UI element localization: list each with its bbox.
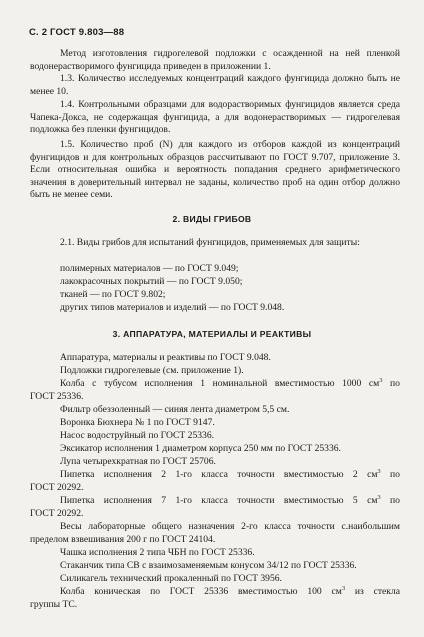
item-beaker: Стаканчик типа СВ с взаимозаменяемым конусом 34/12 по ГОСТ 25336. [60, 560, 357, 571]
item-buchner-funnel: Воронка Бюхнера № 1 по ГОСТ 9147. [60, 417, 215, 428]
list-item-other: других типов материалов и изделий — по ГОСТ 9.048. [60, 302, 285, 313]
paragraph-2-1: 2.1. Виды грибов для испытаний фунгицидов, применяемых для защиты: [60, 237, 360, 248]
item-apparatus: Аппаратура, материалы и реактивы по ГОСТ 9.048. [60, 352, 271, 363]
item-flask-tubus-cont: ГОСТ 25336. [30, 391, 84, 402]
item-filter: Фильтр обеззоленный — синяя лента диаметром 5,5 см. [60, 404, 290, 415]
section-2-heading: 2. ВИДЫ ГРИБОВ [172, 214, 252, 224]
page-header: С. 2 ГОСТ 9.803—88 [29, 27, 125, 38]
list-item-fabrics: тканей — по ГОСТ 9.802; [60, 289, 166, 300]
item-pipette-2: Пипетка исполнения 2 1-го класса точности вместимостью 2 $см^3$ по [60, 468, 400, 480]
item-dish: Чашка исполнения 2 типа ЧБН по ГОСТ 25336. [60, 547, 255, 558]
section-3-heading: 3. АППАРАТУРА, МАТЕРИАЛЫ И РЕАКТИВЫ [112, 329, 312, 339]
paragraph-1-4: 1.4. Контрольными образцами для водорастворимых фунгицидов является среда Чапека-Докса, не содержащая фунгицида, а для водонерастворимых — гидрогелевая подложка без пленки фунгицидов. [30, 99, 400, 136]
item-flask-tubus: Колба с тубусом исполнения 1 номинальной вместимостью 1000 $см^3$ по [60, 377, 400, 389]
item-pump: Насос водоструйный по ГОСТ 25336. [60, 430, 215, 441]
item-magnifier: Лупа четырехкратная по ГОСТ 25706. [60, 456, 216, 467]
item-silica-gel: Силикагель технический прокаленный по ГОСТ 3956. [60, 573, 282, 584]
paragraph-1-5: 1.5. Количество проб (N) для каждого из отборов каждой из концентраций фунгицидов и для контрольных образцов рассчитывают по ГОСТ 9.707, приложение 3. Если относительная ошибка и вероятность попадания среднего арифметического значения в доверительный интервал не заданы, количество проб на один отбор должно быть не менее семи. [30, 139, 400, 201]
list-item-polymers: полимерных материалов — по ГОСТ 9.049; [60, 263, 239, 274]
item-pipette-7: Пипетка исполнения 7 1-го класса точности вместимостью 5 $см^3$ по [60, 494, 400, 506]
item-scales: Весы лабораторные общего назначения 2-го класса точности с.наибольшим пределом взвешивания 200 г по ГОСТ 24104. [30, 521, 400, 545]
paragraph-1-3: 1.3. Количество исследуемых концентраций каждого фунгицида должно быть не менее 10. [30, 73, 400, 97]
list-item-coatings: лакокрасочных покрытий — по ГОСТ 9.050; [60, 276, 243, 287]
item-pipette-2-cont: ГОСТ 20292. [30, 482, 84, 493]
item-substrates: Подложки гидрогелевые (см. приложение 1). [60, 365, 244, 376]
item-conical-flask-cont: группы ТС. [30, 599, 78, 610]
paragraph-intro-method: Метод изготовления гидрогелевой подложки с осажденной на ней пленкой водонерастворимого фунгицида приведен в приложении 1. [30, 48, 400, 72]
item-conical-flask: Колба коническая по ГОСТ 25336 вместимостью 100 $см^3$ из стекла [60, 585, 400, 597]
item-desiccator: Эксикатор исполнения 1 диаметром корпуса 250 мм по ГОСТ 25336. [60, 443, 341, 454]
item-pipette-7-cont: ГОСТ 20292. [30, 508, 84, 519]
